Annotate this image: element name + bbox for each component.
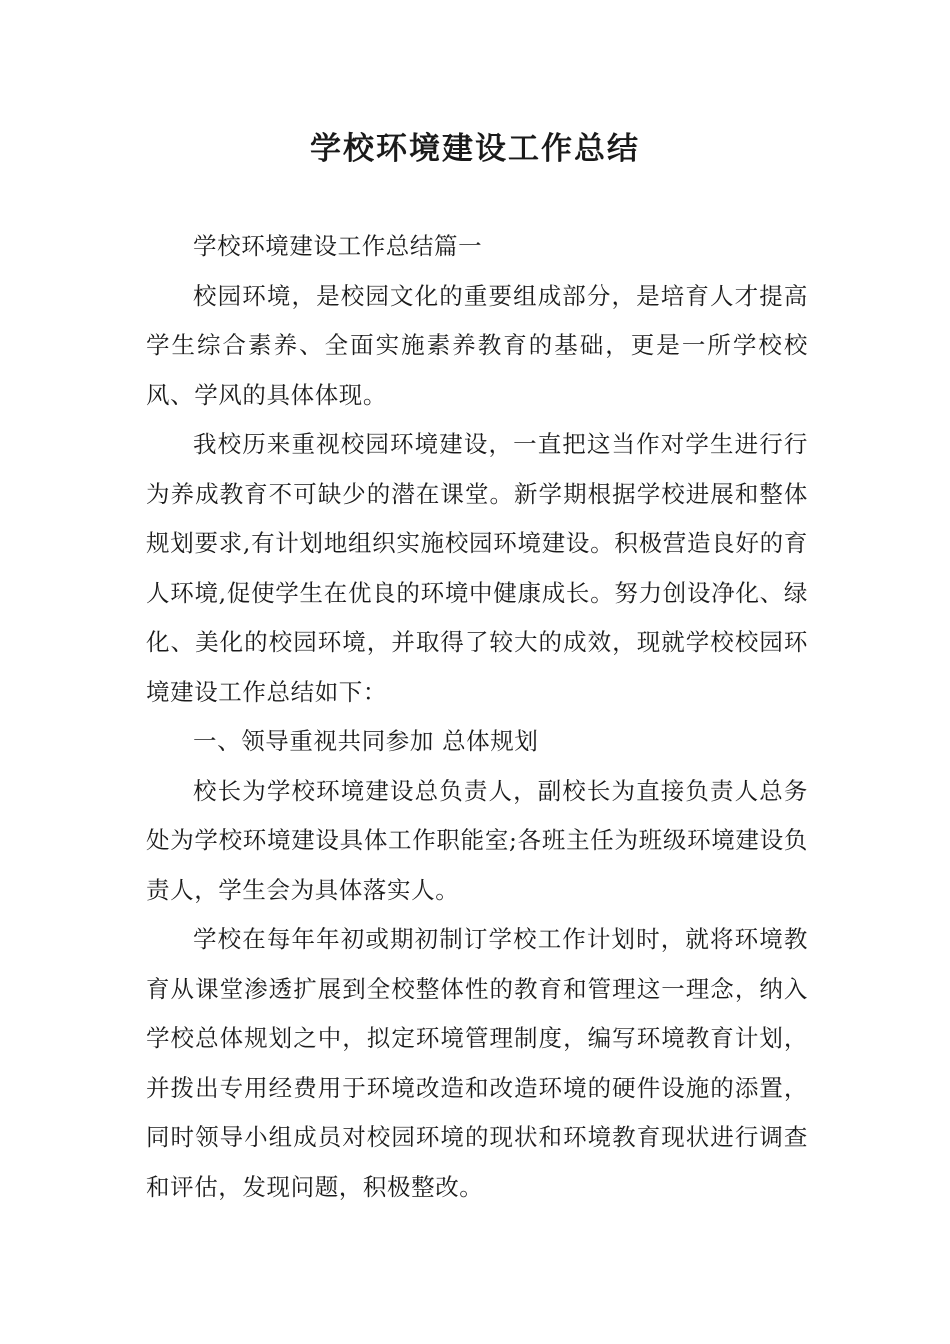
paragraph-planning: 学校在每年年初或期初制订学校工作计划时，就将环境教育从课堂渗透扩展到全校整体性的教育和管理这一理念，纳入学校总体规划之中，拟定环境管理制度，编写环境教育计划，并拨出专用经费用于环境改造和改造环境的硬件设施的添置，同时领导小组成员对校园环境的现状和环境教育现状进行调查和评估，发现问题，积极整改。 bbox=[146, 925, 808, 1201]
subsection-heading: 一、领导重视共同参加 总体规划 bbox=[193, 727, 539, 755]
paragraph-responsibility: 校长为学校环境建设总负责人，副校长为直接负责人总务处为学校环境建设具体工作职能室;各班主任为班级环境建设负责人，学生会为具体落实人。 bbox=[146, 776, 808, 904]
document-body bbox=[146, 222, 808, 1212]
paragraph-intro: 校园环境，是校园文化的重要组成部分，是培育人才提高学生综合素养、全面实施素养教育的基础，更是一所学校校风、学风的具体体现。 bbox=[146, 281, 808, 409]
paragraph-history: 我校历来重视校园环境建设，一直把这当作对学生进行行为养成教育不可缺少的潜在课堂。新学期根据学校进展和整体规划要求,有计划地组织实施校园环境建设。积极营造良好的育人环境,促使学生在优良的环境中健康成长。努力创设净化、绿化、美化的校园环境，并取得了较大的成效，现就学校校园环境建设工作总结如下： bbox=[146, 430, 808, 706]
section-heading: 学校环境建设工作总结篇一 bbox=[193, 232, 483, 260]
document-title: 学校环境建设工作总结 bbox=[310, 131, 640, 167]
